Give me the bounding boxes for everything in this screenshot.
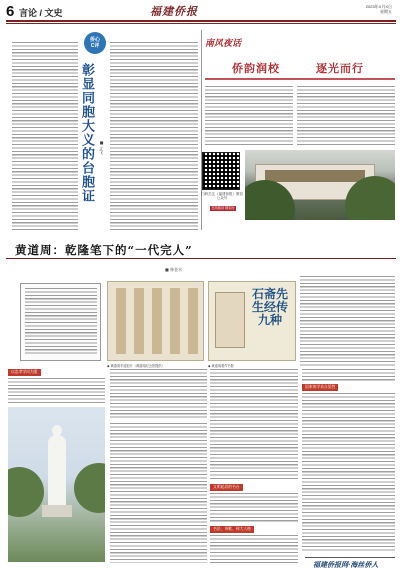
body-column	[210, 535, 298, 563]
book-cover-photo	[208, 281, 296, 361]
footer-rule	[305, 557, 395, 558]
photo-caption: ◆ 黄道周著作书影	[208, 364, 234, 368]
calligraphy-column	[152, 288, 162, 354]
column-art-title: 南风夜话	[205, 39, 242, 49]
left-article-title: 彰显同胞大义的台胞证	[79, 63, 94, 203]
tree	[74, 463, 105, 513]
tree	[8, 467, 44, 517]
page-number: 6	[6, 3, 15, 20]
statue-body	[48, 435, 66, 507]
body-column	[8, 378, 105, 404]
section-name: 言论 / 文史	[19, 8, 63, 18]
pull-quote-text	[25, 288, 97, 356]
pull-quote-box	[20, 283, 101, 361]
school-gate-photo	[245, 150, 395, 220]
photo-caption: ◆ 黄道周手迹拓片（黄道周纪念馆提供）	[107, 364, 165, 368]
main-right-column	[300, 276, 395, 366]
gate-sign	[265, 170, 365, 182]
body-column	[210, 369, 298, 481]
right-article-title-2: 逐光而行	[316, 62, 364, 75]
statue-photo	[8, 407, 105, 562]
title-underline	[205, 78, 395, 80]
section-label: 书法、诗歌、伟大人格	[210, 526, 254, 533]
date-line: 2023年X月X日	[365, 4, 392, 9]
left-article-author: ■ 文飞	[99, 140, 104, 155]
left-article-body	[12, 42, 78, 230]
main-article-title: 黄道周：乾隆笔下的“一代完人”	[15, 243, 193, 257]
qr-code-icon[interactable]	[202, 152, 240, 190]
left-article-body-2	[110, 42, 198, 230]
body-column	[302, 393, 395, 553]
commentary-badge	[84, 32, 106, 54]
section-label: 国家的学术自觉性	[302, 384, 338, 391]
statue-base	[42, 505, 72, 517]
date-block	[292, 4, 392, 14]
section-label: 以忠孝学问为重	[8, 369, 41, 376]
header-rule	[6, 20, 396, 22]
book-page	[215, 292, 245, 348]
right-article-body	[205, 86, 293, 146]
calligraphy-column	[170, 288, 180, 354]
calligraphy-column	[188, 288, 198, 354]
column-divider	[201, 30, 202, 230]
badge-line: 侨心	[89, 37, 100, 43]
section-label: 文明起居的书台	[210, 484, 243, 491]
badge-line: C评	[90, 43, 100, 49]
qr-caption: 扫码关注《福建侨报》微信公众号	[201, 192, 243, 200]
body-column	[302, 369, 395, 381]
read-online-button[interactable]: 在线阅读 精彩纷呈	[211, 206, 235, 215]
main-title-rule	[6, 258, 396, 259]
right-article-body-2	[297, 86, 395, 146]
main-article-author: ■ 林金水	[165, 267, 183, 272]
book-title: 石斋先生经传九种	[251, 287, 288, 327]
calligraphy-photo	[107, 281, 204, 361]
footer-logo: 福建侨报网·海丝侨人	[313, 560, 379, 569]
body-column	[110, 423, 207, 563]
body-column	[110, 369, 207, 419]
calligraphy-column	[134, 288, 144, 354]
masthead-logo: 福建侨报	[150, 5, 198, 18]
calligraphy-column	[116, 288, 126, 354]
header-rule-thin	[6, 23, 396, 24]
body-column	[210, 493, 298, 523]
date-line: 星期五	[380, 9, 392, 14]
right-article-title-1: 侨韵润校	[232, 62, 280, 75]
